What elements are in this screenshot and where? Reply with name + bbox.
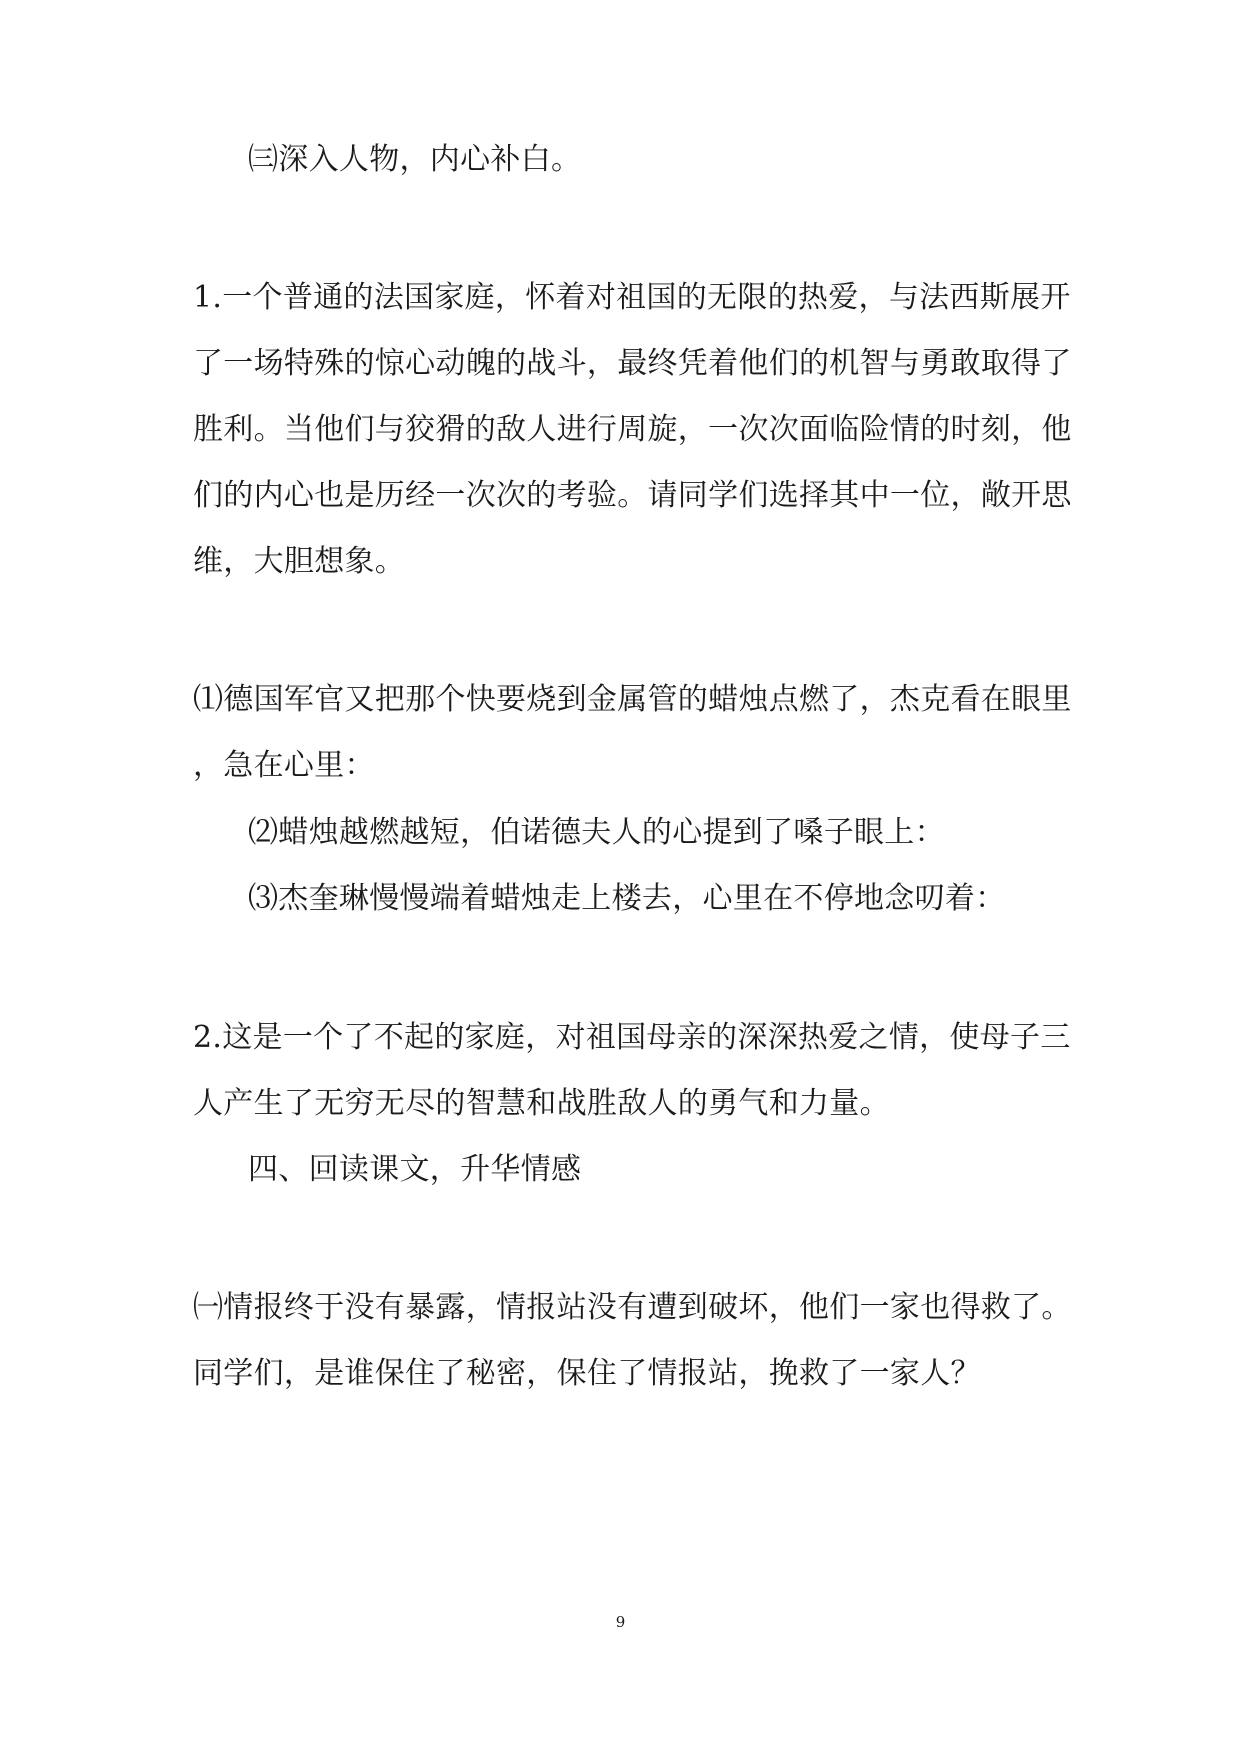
- paragraph-line: 1.一个普通的法国家庭，怀着对祖国的无限的热爱，与法西斯展开: [193, 280, 1071, 315]
- paragraph-line: 同学们，是谁保住了秘密，保住了情报站，挽救了一家人？: [193, 1356, 981, 1391]
- paragraph-line: 维，大胆想象。: [193, 544, 406, 579]
- section-3-heading: ㈢深入人物，内心补白。: [248, 142, 582, 177]
- paragraph-line: 2.这是一个了不起的家庭，对祖国母亲的深深热爱之情，使母子三: [193, 1020, 1071, 1055]
- paragraph-line: 们的内心也是历经一次次的考验。请同学们选择其中一位，敞开思: [193, 478, 1072, 513]
- paragraph-line: ⑴德国军官又把那个快要烧到金属管的蜡烛点燃了，杰克看在眼里: [193, 682, 1072, 717]
- paragraph-line: 人产生了无穷无尽的智慧和战胜敌人的勇气和力量。: [193, 1086, 890, 1121]
- paragraph-line: 胜利。当他们与狡猾的敌人进行周旋，一次次面临险情的时刻，他: [193, 412, 1072, 447]
- section-4-heading: 四、回读课文，升华情感: [248, 1152, 582, 1187]
- paragraph-line: 了一场特殊的惊心动魄的战斗，最终凭着他们的机智与勇敢取得了: [193, 346, 1072, 381]
- page-number: 9: [615, 1613, 626, 1631]
- paragraph-line: ㈠情报终于没有暴露，情报站没有遭到破坏，他们一家也得救了。: [193, 1290, 1072, 1325]
- paragraph-line: ，急在心里：: [193, 748, 375, 783]
- section-3-subitem-3: ⑶杰奎琳慢慢端着蜡烛走上楼去，心里在不停地念叨着：: [248, 881, 1006, 916]
- section-3-subitem-2: ⑵蜡烛越燃越短，伯诺德夫人的心提到了嗓子眼上：: [248, 815, 945, 850]
